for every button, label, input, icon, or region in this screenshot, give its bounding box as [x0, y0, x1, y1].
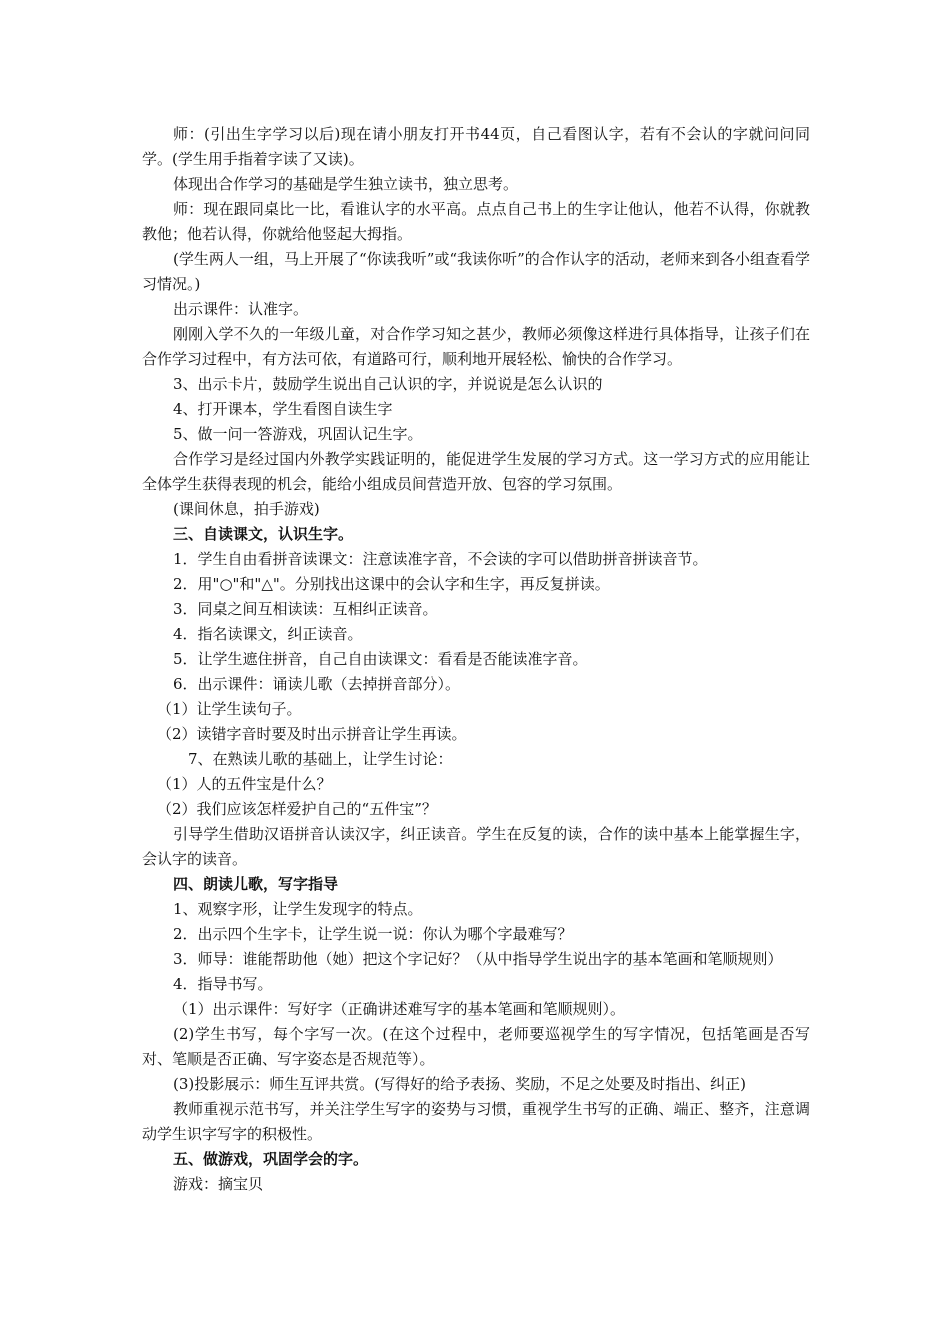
paragraph: 体现出合作学习的基础是学生独立读书，独立思考。	[173, 175, 519, 193]
paragraph: 刚刚入学不久的一年级儿童，对合作学习知之甚少，教师必须像这样进行具体指导，让孩子们在合作学习过程中，有方法可依，有道路可行，顺利地开展轻松、愉快的合作学习。	[142, 325, 810, 368]
paragraph: 师：(引出生字学习以后)现在请小朋友打开书44页，自己看图认字，若有不会认的字就问问同学。(学生用手指着字读了又读)。	[142, 125, 810, 168]
paragraph: 6．出示课件：诵读儿歌（去掉拼音部分）。	[173, 675, 461, 693]
paragraph: (课间休息，拍手游戏)	[173, 500, 320, 518]
document-body	[142, 122, 810, 1197]
section-heading: 四、朗读儿歌，写字指导	[173, 875, 339, 893]
paragraph: （2）读错字音时要及时出示拼音让学生再读。	[157, 725, 467, 743]
paragraph: 4．指名读课文，纠正读音。	[173, 625, 363, 643]
paragraph: （1）让学生读句子。	[157, 700, 302, 718]
paragraph: (学生两人一组，马上开展了“你读我听”或“我读你听”的合作认字的活动，老师来到各小组查看学习情况。)	[142, 250, 810, 293]
paragraph: 5、做一问一答游戏，巩固认记生字。	[173, 425, 423, 443]
paragraph: 4．指导书写。	[173, 975, 273, 993]
paragraph: 2．出示四个生字卡，让学生说一说：你认为哪个字最难写？	[173, 925, 573, 943]
paragraph: 教师重视示范书写，并关注学生写字的姿势与习惯，重视学生书写的正确、端正、整齐，注意调动学生识字写字的积极性。	[142, 1100, 810, 1143]
section-heading: 三、自读课文，认识生字。	[173, 525, 354, 543]
paragraph: 7、在熟读儿歌的基础上，让学生讨论：	[188, 750, 453, 768]
paragraph: (3)投影展示：师生互评共赏。(写得好的给予表扬、奖励，不足之处要及时指出、纠正)	[173, 1075, 746, 1093]
paragraph: 4、打开课本，学生看图自读生字	[173, 400, 393, 418]
paragraph: 5．让学生遮住拼音，自己自由读课文：看看是否能读准字音。	[173, 650, 588, 668]
paragraph: 3、出示卡片，鼓励学生说出自己认识的字，并说说是怎么认识的	[173, 375, 603, 393]
paragraph: 1．学生自由看拼音读课文：注意读准字音，不会读的字可以借助拼音拼读音节。	[173, 550, 708, 568]
paragraph: 师：现在跟同桌比一比，看谁认字的水平高。点点自己书上的生字让他认，他若不认得，你就教教他；他若认得，你就给他竖起大拇指。	[142, 200, 810, 243]
section-heading: 五、做游戏，巩固学会的字。	[173, 1150, 369, 1168]
paragraph: 2．用"○"和"△"。分别找出这课中的会认字和生字，再反复拼读。	[173, 575, 610, 593]
paragraph: 出示课件：认准字。	[173, 300, 309, 318]
paragraph: （1）出示课件：写好字（正确讲述难写字的基本笔画和笔顺规则）。	[173, 1000, 626, 1018]
paragraph: 3．同桌之间互相读读：互相纠正读音。	[173, 600, 438, 618]
paragraph: （1）人的五件宝是什么？	[157, 775, 332, 793]
paragraph: (2)学生书写，每个字写一次。(在这个过程中，老师要巡视学生的写字情况，包括笔画是否写对、笔顺是否正确、写字姿态是否规范等）。	[142, 1025, 810, 1068]
paragraph: 游戏：摘宝贝	[173, 1175, 264, 1193]
paragraph: （2）我们应该怎样爱护自己的“五件宝”？	[157, 800, 437, 818]
paragraph: 引导学生借助汉语拼音认读汉字，纠正读音。学生在反复的读，合作的读中基本上能掌握生字，会认字的读音。	[142, 825, 810, 868]
paragraph: 1、观察字形，让学生发现字的特点。	[173, 900, 423, 918]
paragraph: 合作学习是经过国内外教学实践证明的，能促进学生发展的学习方式。这一学习方式的应用能让全体学生获得表现的机会，能给小组成员间营造开放、包容的学习氛围。	[142, 450, 810, 493]
paragraph: 3．师导：谁能帮助他（她）把这个字记好？（从中指导学生说出字的基本笔画和笔顺规则）	[173, 950, 783, 968]
